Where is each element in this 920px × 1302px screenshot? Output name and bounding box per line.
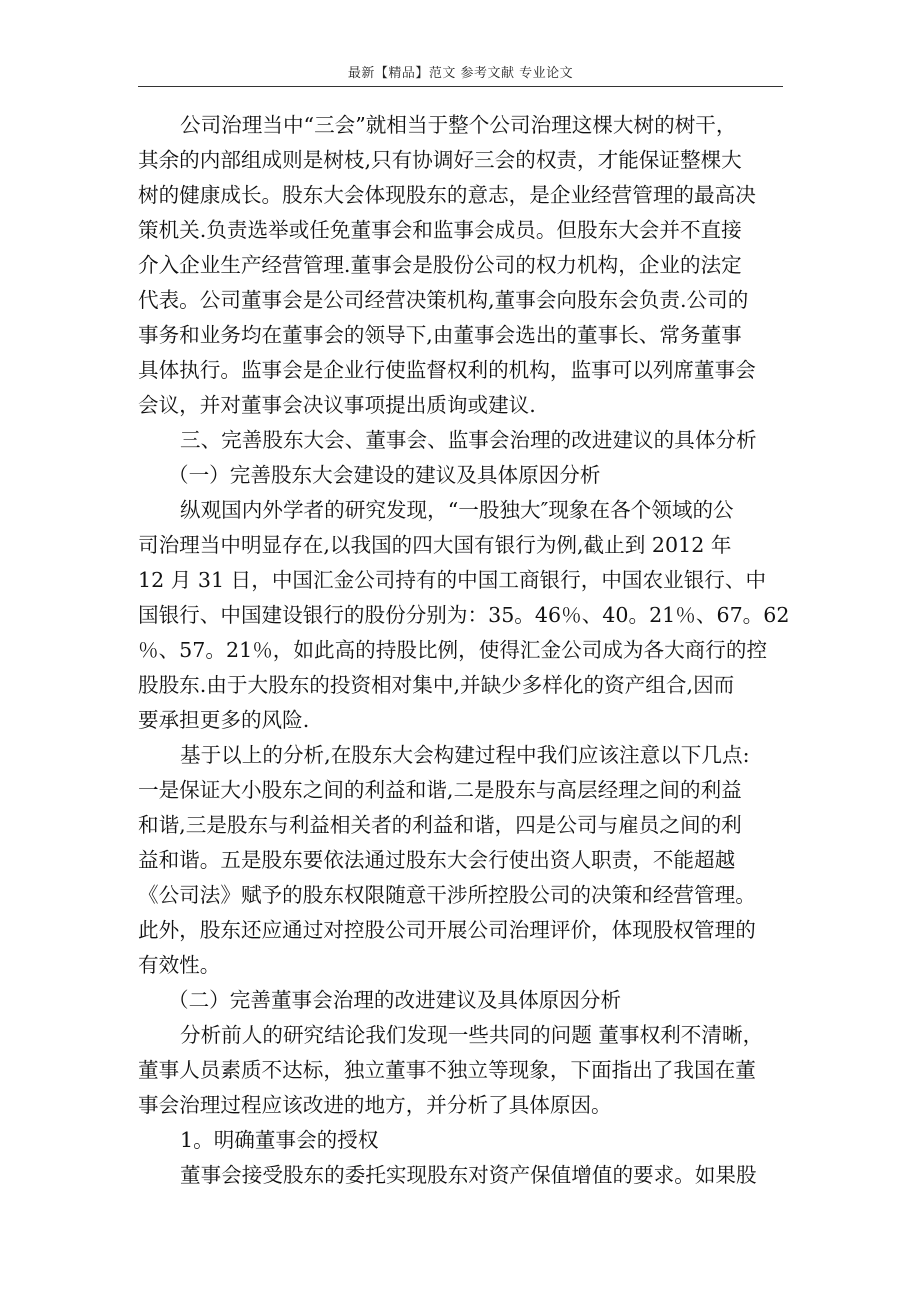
text-line: 董事人员素质不达标，独立董事不独立等现象，下面指出了我国在董	[138, 1058, 756, 1082]
text-line: 其余的内部组成则是树枝,只有协调好三会的权责，才能保证整棵大	[138, 148, 742, 172]
header-divider	[138, 86, 783, 87]
text-line: 益和谐。五是股东要依法通过股东大会行使出资人职责，不能超越	[138, 848, 736, 872]
text-line: 股股东.由于大股东的投资相对集中,并缺少多样化的资产组合,因而	[138, 673, 735, 697]
text-line: 树的健康成长。股东大会体现股东的意志，是企业经营管理的最高决	[138, 183, 756, 207]
text-line: 事会治理过程应该改进的地方，并分析了具体原因。	[138, 1093, 612, 1117]
text-line: 国银行、中国建设银行的股份分别为：35。46％、40。21％、67。62	[138, 603, 790, 627]
text-line: 司治理当中明显存在,以我国的四大国有银行为例,截止到 2012 年	[138, 533, 732, 557]
text-line: 《公司法》赋予的股东权限随意干涉所控股公司的决策和经营管理。	[138, 883, 756, 907]
text-line: 董事会接受股东的委托实现股东对资产保值增值的要求。如果股	[180, 1163, 757, 1187]
text-line: 此外，股东还应通过对控股公司开展公司治理评价，体现股权管理的	[138, 918, 756, 942]
text-line: 策机关.负责选举或任免董事会和监事会成员。但股东大会并不直接	[138, 218, 742, 242]
page-header: 最新【精品】范文 参考文献 专业论文	[347, 66, 574, 81]
text-line: （二）完善董事会治理的改进建议及具体原因分析	[168, 988, 622, 1012]
text-line: 12 月 31 日，中国汇金公司持有的中国工商银行，中国农业银行、中	[138, 568, 767, 592]
text-line: 1。明确董事会的授权	[180, 1128, 379, 1152]
text-line: 代表。公司董事会是公司经营决策机构,董事会向股东会负责.公司的	[138, 288, 749, 312]
text-line: 会议，并对董事会决议事项提出质询或建议.	[138, 393, 536, 417]
text-line: （一）完善股东大会建设的建议及具体原因分析	[168, 463, 601, 487]
text-line: 和谐,三是股东与利益相关者的利益和谐，四是公司与雇员之间的利	[138, 813, 742, 837]
text-line: 有效性。	[138, 953, 221, 977]
text-line: 基于以上的分析,在股东大会构建过程中我们应该注意以下几点:	[180, 743, 750, 767]
text-line: 一是保证大小股东之间的利益和谐,二是股东与高层经理之间的利益	[138, 778, 742, 802]
text-line: 分析前人的研究结论我们发现一些共同的问题 董事权利不清晰，	[180, 1023, 764, 1047]
text-line: 事务和业务均在董事会的领导下,由董事会选出的董事长、常务董事	[138, 323, 742, 347]
text-line: 三、完善股东大会、董事会、监事会治理的改进建议的具体分析	[180, 428, 757, 452]
text-line: ％、57。21％，如此高的持股比例，使得汇金公司成为各大商行的控	[138, 638, 768, 662]
document-body	[138, 108, 790, 1193]
text-line: 要承担更多的风险.	[138, 708, 310, 732]
text-line: 纵观国内外学者的研究发现，“一股独大″现象在各个领域的公	[180, 498, 734, 522]
text-line: 具体执行。监事会是企业行使监督权利的机构，监事可以列席董事会	[138, 358, 756, 382]
text-line: 介入企业生产经营管理.董事会是股份公司的权力机构，企业的法定	[138, 253, 742, 277]
text-line: 公司治理当中“三会”就相当于整个公司治理这棵大树的树干，	[180, 113, 737, 137]
